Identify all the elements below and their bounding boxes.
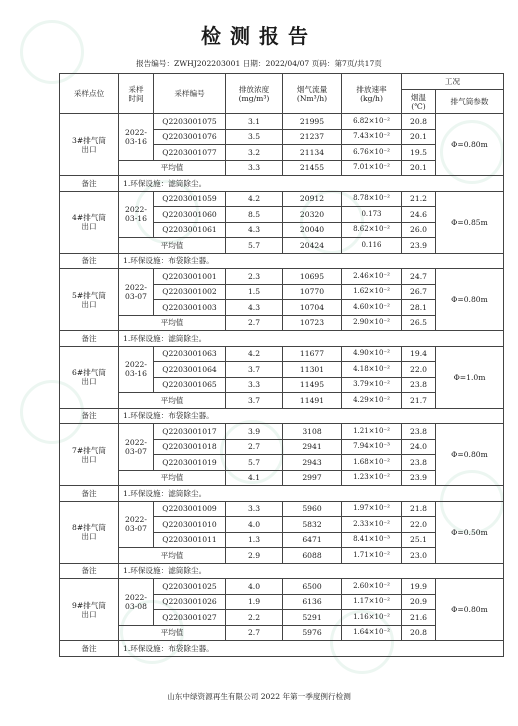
emission-rate: 1.17×10⁻² (342, 594, 402, 610)
gas-temperature: 22.0 (402, 362, 436, 378)
emission-rate: 1.16×10⁻² (342, 610, 402, 626)
note-label: 备注 (60, 408, 119, 424)
sample-id: Q2203001061 (154, 222, 226, 238)
note-row (60, 486, 504, 502)
sample-date: 2022-03-07 (119, 501, 154, 548)
note-row (60, 408, 504, 424)
gas-flow: 3108 (283, 424, 342, 440)
emission-concentration: 3.7 (226, 362, 283, 378)
average-rate: 1.64×10⁻² (342, 625, 402, 641)
emission-rate: 2.46×10⁻² (342, 269, 402, 285)
average-label: 平均值 (119, 160, 226, 176)
average-flow: 21455 (283, 160, 342, 176)
average-flow: 5976 (283, 625, 342, 641)
gas-temperature: 21.2 (402, 191, 436, 207)
note-label: 备注 (60, 486, 119, 502)
gas-temperature: 23.8 (402, 455, 436, 471)
sample-date: 2022-03-07 (119, 424, 154, 471)
sample-id: Q2203001075 (154, 114, 226, 130)
emission-concentration: 4.3 (226, 222, 283, 238)
average-temperature: 21.7 (402, 393, 436, 409)
average-rate: 0.116 (342, 238, 402, 254)
gas-temperature: 22.0 (402, 517, 436, 533)
table-row (60, 501, 504, 517)
average-concentration: 2.7 (226, 625, 283, 641)
sample-id: Q2203001009 (154, 501, 226, 517)
sample-id: Q2203001065 (154, 377, 226, 393)
table-row (60, 424, 504, 440)
table-row (60, 114, 504, 130)
report-title: 检测报告 (201, 24, 317, 48)
note-text: 1.环保设施：布袋除尘器。 (119, 641, 504, 657)
emission-concentration: 5.7 (226, 455, 283, 471)
emission-concentration: 4.0 (226, 579, 283, 595)
stack-parameter: Φ=0.80m (436, 269, 504, 331)
gas-flow: 20912 (283, 191, 342, 207)
sample-id: Q2203001076 (154, 129, 226, 145)
emission-concentration: 1.5 (226, 284, 283, 300)
note-label: 备注 (60, 253, 119, 269)
header-conc-label: 排放浓度 (238, 84, 270, 94)
average-concentration: 2.7 (226, 315, 283, 331)
sample-id: Q2203001077 (154, 145, 226, 161)
report-footer: 山东中绿资源再生有限公司 2022 年第一季度例行检测 (167, 692, 351, 701)
emission-concentration: 3.9 (226, 424, 283, 440)
sample-id: Q2203001002 (154, 284, 226, 300)
emission-rate: 7.94×10⁻³ (342, 439, 402, 455)
emission-rate: 4.60×10⁻² (342, 300, 402, 316)
sample-id: Q2203001011 (154, 532, 226, 548)
sample-id: Q2203001064 (154, 362, 226, 378)
header-work: 工况 (402, 74, 504, 90)
average-temperature: 23.0 (402, 548, 436, 564)
gas-flow: 5960 (283, 501, 342, 517)
header-id: 采样编号 (154, 74, 226, 114)
stack-parameter: Φ=0.80m (436, 424, 504, 486)
average-concentration: 3.3 (226, 160, 283, 176)
emission-rate: 1.62×10⁻² (342, 284, 402, 300)
average-flow: 2997 (283, 470, 342, 486)
emission-concentration: 3.2 (226, 145, 283, 161)
emission-rate: 6.82×10⁻² (342, 114, 402, 130)
gas-flow: 10695 (283, 269, 342, 285)
gas-temperature: 19.9 (402, 579, 436, 595)
note-row (60, 641, 504, 657)
emission-rate: 6.76×10⁻² (342, 145, 402, 161)
header-time: 采样时间 (119, 74, 154, 114)
sample-point: 9#排气筒出口 (60, 579, 119, 641)
note-text: 1.环保设施：布袋除尘器。 (119, 253, 504, 269)
gas-temperature: 23.8 (402, 377, 436, 393)
gas-temperature: 20.8 (402, 114, 436, 130)
sample-id: Q2203001019 (154, 455, 226, 471)
note-text: 1.环保设施：布袋除尘器。 (119, 408, 504, 424)
average-concentration: 4.1 (226, 470, 283, 486)
header-flow-label: 烟气流量 (296, 84, 328, 94)
gas-temperature: 19.4 (402, 346, 436, 362)
gas-temperature: 26.0 (402, 222, 436, 238)
average-label: 平均值 (119, 238, 226, 254)
sample-id: Q2203001001 (154, 269, 226, 285)
sample-point: 4#排气筒出口 (60, 191, 119, 253)
gas-temperature: 19.5 (402, 145, 436, 161)
note-row (60, 563, 504, 579)
stack-parameter: Φ=0.80m (436, 579, 504, 641)
sample-id: Q2203001059 (154, 191, 226, 207)
average-label: 平均值 (119, 470, 226, 486)
gas-flow: 11301 (283, 362, 342, 378)
gas-flow: 10770 (283, 284, 342, 300)
gas-flow: 20040 (283, 222, 342, 238)
emission-rate: 2.60×10⁻² (342, 579, 402, 595)
average-flow: 20424 (283, 238, 342, 254)
average-rate: 1.23×10⁻² (342, 470, 402, 486)
header-temp-unit: (℃) (411, 101, 426, 111)
average-label: 平均值 (119, 625, 226, 641)
table-row (60, 346, 504, 362)
gas-flow: 6471 (283, 532, 342, 548)
emission-concentration: 1.9 (226, 594, 283, 610)
gas-flow: 21995 (283, 114, 342, 130)
average-rate: 7.01×10⁻² (342, 160, 402, 176)
header-point: 采样点位 (60, 74, 119, 114)
table-row (60, 269, 504, 285)
sample-id: Q2203001010 (154, 517, 226, 533)
sample-date: 2022-03-16 (119, 114, 154, 161)
sample-point: 5#排气筒出口 (60, 269, 119, 331)
note-text: 1.环保设施：滤筒除尘。 (119, 486, 504, 502)
sample-id: Q2203001063 (154, 346, 226, 362)
emission-concentration: 3.3 (226, 377, 283, 393)
emission-rate: 0.173 (342, 207, 402, 223)
emission-rate: 7.43×10⁻² (342, 129, 402, 145)
note-row (60, 253, 504, 269)
header-temp (402, 90, 436, 114)
sample-point: 3#排气筒出口 (60, 114, 119, 176)
sample-point: 8#排气筒出口 (60, 501, 119, 563)
average-flow: 10723 (283, 315, 342, 331)
sample-id: Q2203001017 (154, 424, 226, 440)
emission-concentration: 4.0 (226, 517, 283, 533)
emission-rate: 8.78×10⁻² (342, 191, 402, 207)
gas-flow: 2943 (283, 455, 342, 471)
gas-flow: 6500 (283, 579, 342, 595)
average-temperature: 23.9 (402, 238, 436, 254)
stack-parameter: Φ=1.0m (436, 346, 504, 408)
emission-rate: 2.33×10⁻² (342, 517, 402, 533)
emission-concentration: 4.2 (226, 191, 283, 207)
emission-concentration: 2.3 (226, 269, 283, 285)
table-row (60, 191, 504, 207)
average-flow: 11491 (283, 393, 342, 409)
sample-id: Q2203001027 (154, 610, 226, 626)
emission-concentration: 2.7 (226, 439, 283, 455)
average-concentration: 5.7 (226, 238, 283, 254)
average-label: 平均值 (119, 393, 226, 409)
emission-rate: 1.68×10⁻² (342, 455, 402, 471)
sample-date: 2022-03-16 (119, 346, 154, 393)
header-rate (342, 74, 402, 114)
emission-table (59, 73, 504, 657)
note-text: 1.环保设施：滤筒除尘。 (119, 176, 504, 192)
sample-point: 7#排气筒出口 (60, 424, 119, 486)
gas-temperature: 21.8 (402, 501, 436, 517)
emission-concentration: 3.1 (226, 114, 283, 130)
average-rate: 4.29×10⁻² (342, 393, 402, 409)
average-temperature: 20.8 (402, 625, 436, 641)
note-label: 备注 (60, 331, 119, 347)
average-concentration: 3.7 (226, 393, 283, 409)
gas-temperature: 20.1 (402, 129, 436, 145)
gas-flow: 21134 (283, 145, 342, 161)
sample-id: Q2203001060 (154, 207, 226, 223)
stack-parameter: Φ=0.80m (436, 114, 504, 176)
stack-parameter: Φ=0.85m (436, 191, 504, 253)
emission-concentration: 4.3 (226, 300, 283, 316)
gas-temperature: 24.0 (402, 439, 436, 455)
average-temperature: 20.1 (402, 160, 436, 176)
gas-temperature: 20.9 (402, 594, 436, 610)
note-label: 备注 (60, 641, 119, 657)
average-temperature: 23.9 (402, 470, 436, 486)
sample-id: Q2203001003 (154, 300, 226, 316)
note-label: 备注 (60, 176, 119, 192)
header-param: 排气筒参数 (436, 90, 504, 114)
emission-rate: 3.79×10⁻² (342, 377, 402, 393)
gas-flow: 6136 (283, 594, 342, 610)
gas-temperature: 21.6 (402, 610, 436, 626)
table-row (60, 579, 504, 595)
table-header-row (60, 74, 504, 90)
emission-concentration: 1.3 (226, 532, 283, 548)
header-flow (283, 74, 342, 114)
average-rate: 2.90×10⁻² (342, 315, 402, 331)
emission-rate: 4.90×10⁻² (342, 346, 402, 362)
gas-temperature: 24.7 (402, 269, 436, 285)
sample-id: Q2203001026 (154, 594, 226, 610)
emission-rate: 4.18×10⁻² (342, 362, 402, 378)
emission-concentration: 3.3 (226, 501, 283, 517)
average-temperature: 26.5 (402, 315, 436, 331)
gas-flow: 10704 (283, 300, 342, 316)
header-temp-label: 烟温 (410, 92, 427, 102)
gas-flow: 2941 (283, 439, 342, 455)
gas-flow: 11495 (283, 377, 342, 393)
average-flow: 6088 (283, 548, 342, 564)
sample-date: 2022-03-16 (119, 191, 154, 238)
average-concentration: 2.9 (226, 548, 283, 564)
gas-flow: 20320 (283, 207, 342, 223)
note-label: 备注 (60, 563, 119, 579)
gas-temperature: 23.8 (402, 424, 436, 440)
emission-concentration: 2.2 (226, 610, 283, 626)
header-conc (226, 74, 283, 114)
emission-concentration: 8.5 (226, 207, 283, 223)
header-conc-unit: (mg/m³) (238, 93, 270, 103)
header-flow-unit: (Nm³/h) (296, 93, 328, 103)
gas-temperature: 26.7 (402, 284, 436, 300)
average-rate: 1.71×10⁻² (342, 548, 402, 564)
gas-flow: 5832 (283, 517, 342, 533)
emission-concentration: 4.2 (226, 346, 283, 362)
sample-point: 6#排气筒出口 (60, 346, 119, 408)
sample-id: Q2203001025 (154, 579, 226, 595)
gas-flow: 21237 (283, 129, 342, 145)
stack-parameter: Φ=0.50m (436, 501, 504, 563)
gas-flow: 5291 (283, 610, 342, 626)
sample-date: 2022-03-08 (119, 579, 154, 626)
note-row (60, 176, 504, 192)
emission-rate: 1.97×10⁻² (342, 501, 402, 517)
gas-temperature: 24.6 (402, 207, 436, 223)
gas-temperature: 25.1 (402, 532, 436, 548)
gas-temperature: 28.1 (402, 300, 436, 316)
average-label: 平均值 (119, 548, 226, 564)
sample-date: 2022-03-07 (119, 269, 154, 316)
emission-rate: 8.62×10⁻² (342, 222, 402, 238)
average-label: 平均值 (119, 315, 226, 331)
emission-rate: 8.41×10⁻³ (342, 532, 402, 548)
header-rate-label: 排放速率 (356, 84, 387, 94)
note-row (60, 331, 504, 347)
report-subtitle: 报告编号：ZWHJ202203001 日期：2022/04/07 页码：第7页/共17页 (136, 59, 382, 68)
gas-flow: 11677 (283, 346, 342, 362)
header-rate-unit: (kg/h) (360, 93, 383, 103)
sample-id: Q2203001018 (154, 439, 226, 455)
note-text: 1.环保设施：滤筒除尘。 (119, 563, 504, 579)
emission-concentration: 3.5 (226, 129, 283, 145)
note-text: 1.环保设施：滤筒除尘。 (119, 331, 504, 347)
emission-rate: 1.21×10⁻² (342, 424, 402, 440)
